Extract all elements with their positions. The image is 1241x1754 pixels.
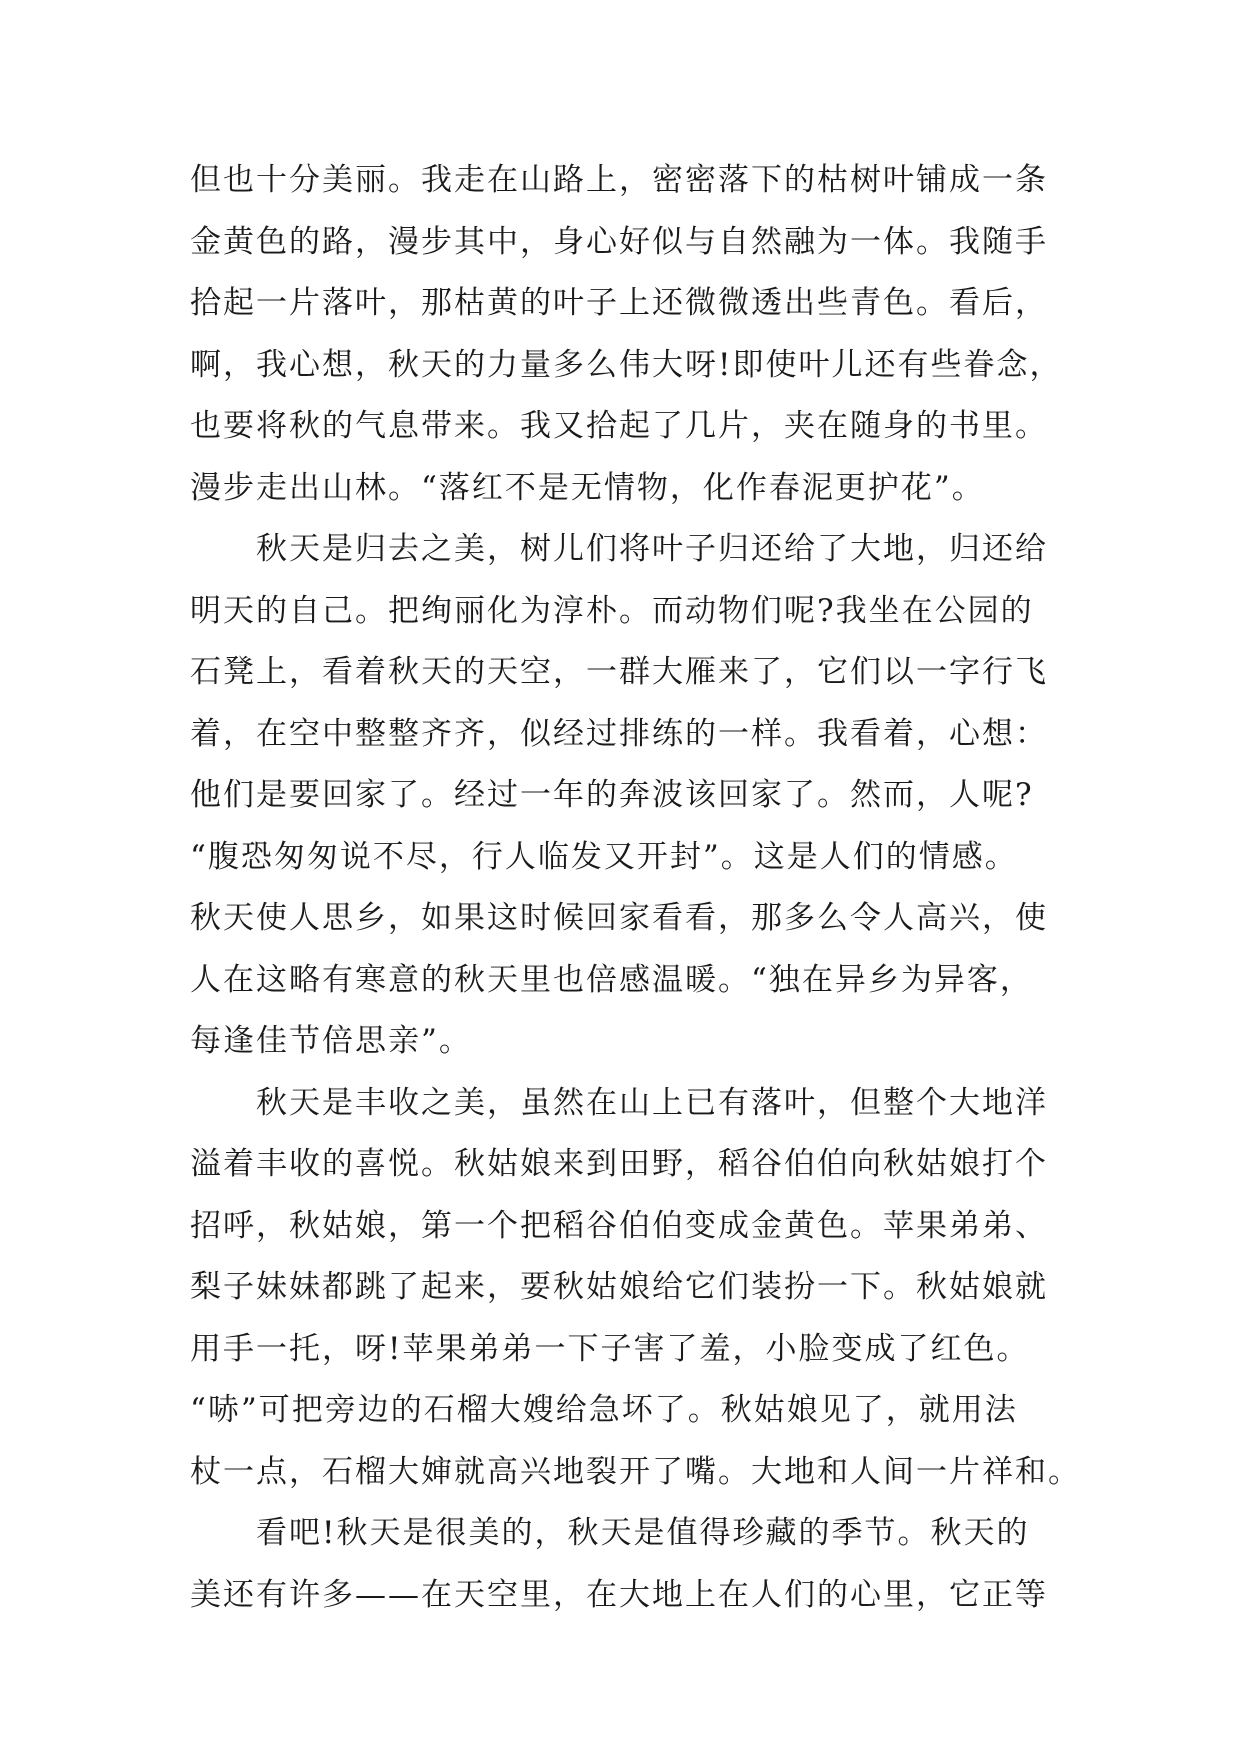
text-line: 拾起一片落叶，那枯黄的叶子上还微微透出些青色。看后， [190,285,1048,321]
text-line: 着，在空中整整齐齐，似经过排练的一样。我看着，心想： [190,715,1048,752]
text-line: 秋天是丰收之美，虽然在山上已有落叶，但整个大地洋 [256,1084,1048,1121]
text-line: 漫步走出山林。“落红不是无情物，化作春泥更护花”。 [190,469,985,506]
text-line: 看吧!秋天是很美的，秋天是值得珍藏的季节。秋天的 [256,1515,1030,1551]
text-line: 美还有许多——在天空里，在大地上在人们的心里，它正等 [190,1576,1048,1613]
text-line: 也要将秋的气息带来。我又拾起了几片，夹在随身的书里。 [190,408,1048,444]
text-line: 人在这略有寒意的秋天里也倍感温暖。“独在异乡为异客， [190,961,1033,998]
text-line: “腹恐匆匆说不尽，行人临发又开封”。这是人们的情感。 [190,838,1018,875]
text-line: 招呼，秋姑娘，第一个把稻谷伯伯变成金黄色。苹果弟弟、 [190,1207,1048,1244]
text-line: 用手一托，呀!苹果弟弟一下子害了羞，小脸变成了红色。 [190,1330,1030,1367]
document-body [190,150,1081,1626]
text-line: 明天的自己。把绚丽化为淳朴。而动物们呢?我坐在公园的 [190,592,1034,629]
text-line: 每逢佳节倍思亲”。 [190,1023,472,1059]
text-line: 溢着丰收的喜悦。秋姑娘来到田野，稻谷伯伯向秋姑娘打个 [190,1146,1048,1182]
text-line: 秋天使人思乡，如果这时候回家看看，那多么令人高兴，使 [190,900,1048,936]
text-line: 金黄色的路，漫步其中，身心好似与自然融为一体。我随手 [190,223,1048,260]
text-line: 梨子妹妹都跳了起来，要秋姑娘给它们装扮一下。秋姑娘就 [190,1269,1048,1305]
text-line: 杖一点，石榴大婶就高兴地裂开了嘴。大地和人间一片祥和。 [190,1453,1081,1490]
text-line: 秋天是归去之美，树儿们将叶子归还给了大地，归还给 [256,531,1048,567]
text-line: 他们是要回家了。经过一年的奔波该回家了。然而，人呢? [190,777,1034,813]
text-line: 石凳上，看着秋天的天空，一群大雁来了，它们以一字行飞 [190,654,1048,690]
text-line: 啊，我心想，秋天的力量多么伟大呀!即使叶儿还有些眷念， [190,346,1063,383]
text-line: “哧”可把旁边的石榴大嫂给急坏了。秋姑娘见了，就用法 [190,1392,1018,1428]
text-line: 但也十分美丽。我走在山路上，密密落下的枯树叶铺成一条 [190,162,1048,198]
